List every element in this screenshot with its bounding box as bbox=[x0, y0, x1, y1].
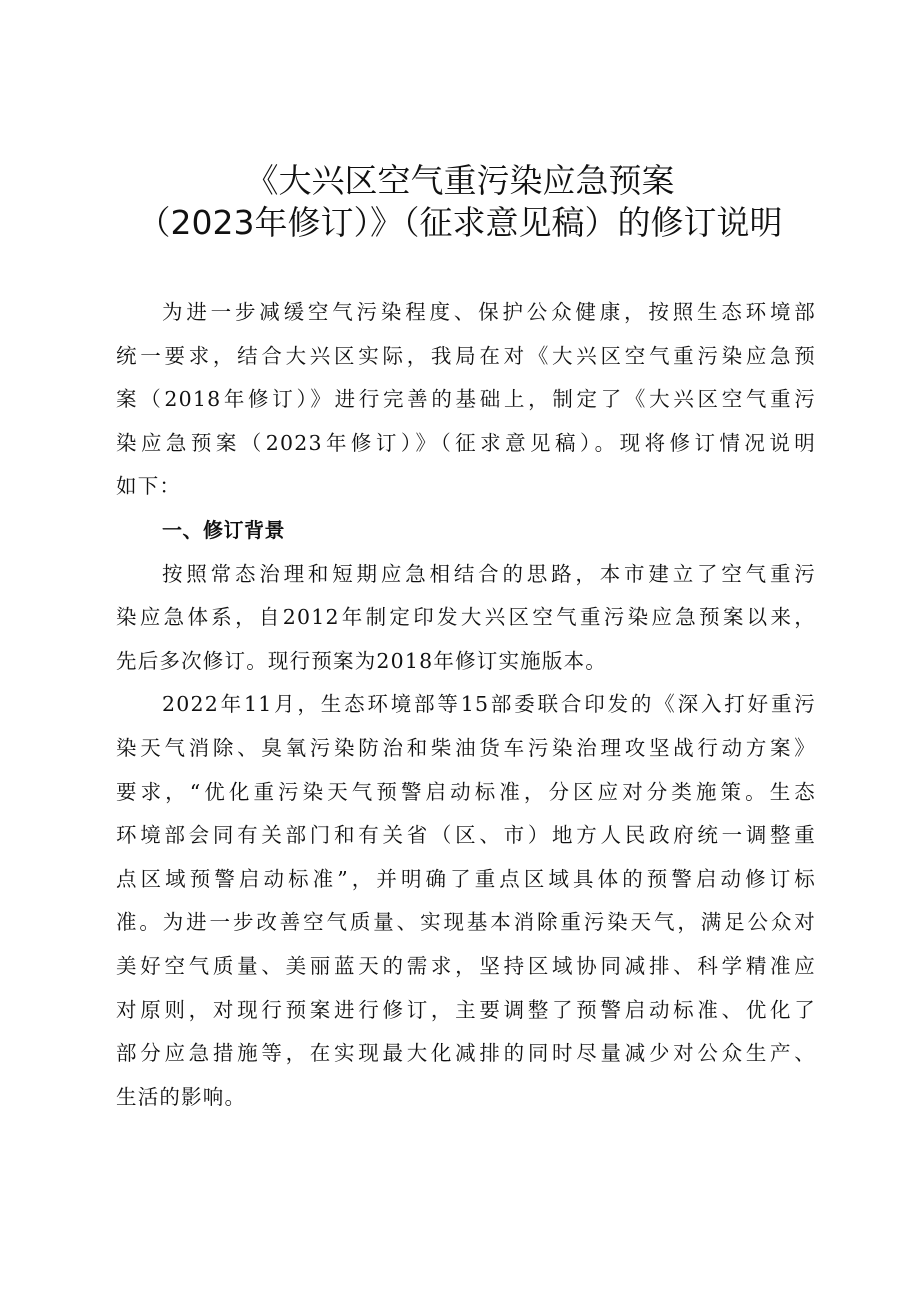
paragraph-line: 要求，“优化重污染天气预警启动标准，分区应对分类施策。生态 bbox=[116, 779, 816, 804]
paragraph-line: 为进一步减缓空气污染程度、保护公众健康，按照生态环境部 bbox=[162, 300, 816, 324]
paragraph-line: 如下： bbox=[116, 474, 182, 499]
paragraph-line: 染应急预案（2023年修订）》（征求意见稿）。现将修订情况说明 bbox=[116, 430, 816, 455]
paragraph-line: 染天气消除、臭氧污染防治和柴油货车污染治理攻坚战行动方案》 bbox=[116, 735, 816, 760]
document-title-line-2: （2023年修订）》（征求意见稿）的修订说明 bbox=[137, 203, 783, 242]
paragraph-line: 染应急体系，自2012年制定印发大兴区空气重污染应急预案以来， bbox=[116, 605, 816, 630]
paragraph-line: 生活的影响。 bbox=[116, 1084, 247, 1109]
paragraph-line: 先后多次修订。现行预案为2018年修订实施版本。 bbox=[116, 648, 607, 673]
paragraph-line: 按照常态治理和短期应急相结合的思路，本市建立了空气重污 bbox=[162, 561, 816, 586]
paragraph-line: 准。为进一步改善空气质量、实现基本消除重污染天气，满足公众对 bbox=[116, 910, 816, 935]
paragraph-line: 统一要求，结合大兴区实际，我局在对《大兴区空气重污染应急预 bbox=[116, 343, 816, 368]
paragraph-line: 2022年11月，生态环境部等15部委联合印发的《深入打好重污 bbox=[162, 692, 816, 717]
paragraph-line: 点区域预警启动标准”，并明确了重点区域具体的预警启动修订标 bbox=[116, 866, 816, 891]
section-heading: 一、修订背景 bbox=[162, 517, 285, 542]
paragraph-line: 环境部会同有关部门和有关省（区、市）地方人民政府统一调整重 bbox=[116, 823, 816, 848]
paragraph-line: 对原则，对现行预案进行修订，主要调整了预警启动标准、优化了 bbox=[116, 997, 816, 1022]
paragraph-line: 美好空气质量、美丽蓝天的需求，坚持区域协同减排、科学精准应 bbox=[116, 953, 816, 978]
paragraph-line: 案（2018年修订）》进行完善的基础上，制定了《大兴区空气重污 bbox=[116, 387, 816, 412]
document-body bbox=[116, 291, 816, 1119]
document-title-line-1: 《大兴区空气重污染应急预案 bbox=[245, 161, 675, 200]
paragraph-line: 部分应急措施等，在实现最大化减排的同时尽量减少对公众生产、 bbox=[116, 1041, 816, 1066]
